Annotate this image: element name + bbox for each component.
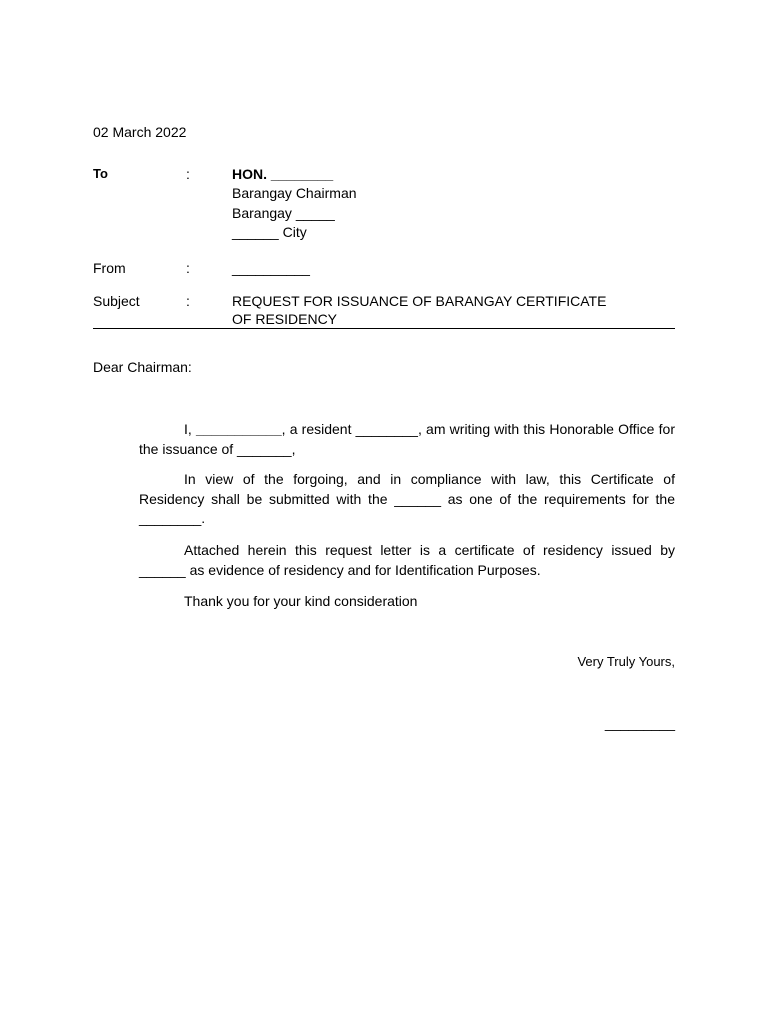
body-paragraph-3 xyxy=(139,541,675,580)
recipient-title: Barangay Chairman xyxy=(232,185,357,201)
recipient-barangay: Barangay _____ xyxy=(232,205,335,221)
body-paragraph-2 xyxy=(139,470,675,529)
subject-line-2: OF RESIDENCY xyxy=(232,311,338,327)
recipient-name: HON. ________ xyxy=(232,166,334,182)
subject-colon: : xyxy=(186,293,190,309)
p4-text: Thank you for your kind consideration xyxy=(184,593,418,609)
body-paragraph-1 xyxy=(139,420,675,459)
subject-line-1: REQUEST FOR ISSUANCE OF BARANGAY CERTIFICATE xyxy=(232,293,607,309)
p2-text: In view of the forgoing, and in compliance with law, this Certificate of Residency shall be submitted with the ______ as one of the requirements for the ________. xyxy=(139,471,675,526)
sender-name: __________ xyxy=(232,260,310,276)
p1-start: I, xyxy=(184,421,196,437)
body-paragraph-4 xyxy=(139,592,675,612)
p1-rest: , a resident ________, am writing with this Honorable Office for the issuance of _______, xyxy=(139,421,675,457)
p3-text: Attached herein this request letter is a certificate of residency issued by ______ as evidence of residency and for Identification Purposes. xyxy=(139,542,675,578)
from-label: From xyxy=(93,260,126,276)
to-colon: : xyxy=(186,166,190,182)
to-label: To xyxy=(93,166,108,181)
closing: Very Truly Yours, xyxy=(577,654,675,669)
subject-label: Subject xyxy=(93,293,140,309)
recipient-city: ______ City xyxy=(232,224,307,240)
letter-date: 02 March 2022 xyxy=(93,124,187,140)
salutation: Dear Chairman: xyxy=(93,359,192,375)
from-colon: : xyxy=(186,260,190,276)
signature-line: _________ xyxy=(604,715,675,731)
header-divider xyxy=(93,328,675,329)
p1-name-blank: ___________ xyxy=(195,421,282,437)
